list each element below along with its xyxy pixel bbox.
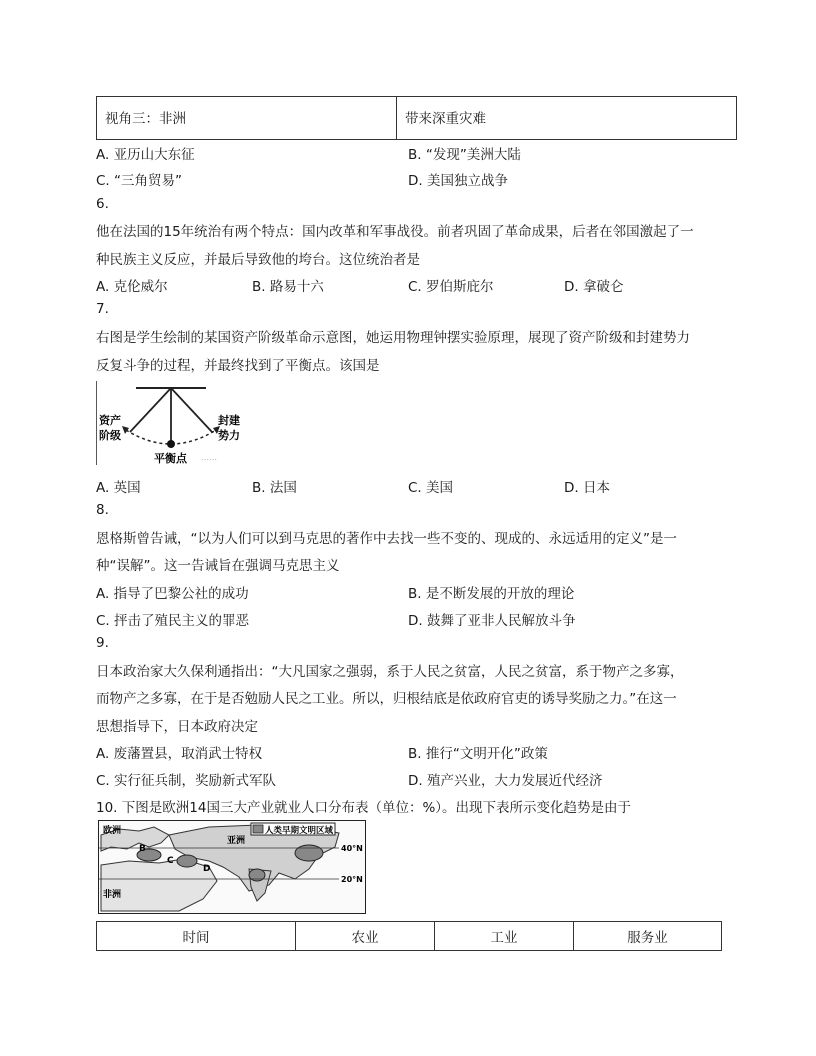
q8-option-d: D. 鼓舞了亚非人民解放斗争 (408, 613, 576, 629)
map-drawing (99, 821, 365, 913)
top-table-left-cell: 视角三：非洲 (97, 97, 397, 140)
header-cell-agriculture: 农业 (296, 922, 435, 951)
map-label-b: B (139, 844, 146, 854)
q5-option-a: A. 亚历山大东征 (96, 147, 195, 163)
q8-stem-line1: 恩格斯曾告诫，“以为人们可以到马克思的著作中去找一些不变的、现成的、永远适用的定义”是一 (96, 531, 677, 547)
map-label-africa: 非洲 (103, 890, 122, 900)
balance-point-label: 平衡点 (154, 452, 187, 465)
q9-option-c: C. 实行征兵制，奖励新式军队 (96, 773, 277, 789)
q5-option-c: C. “三角贸易” (96, 173, 182, 189)
q7-option-a: A. 英国 (96, 480, 141, 496)
map-label-c: C (167, 856, 174, 866)
q9-option-b: B. 推行“文明开化”政策 (408, 746, 548, 762)
q7-stem-line2: 反复斗争的过程，并最终找到了平衡点。该国是 (96, 358, 380, 374)
q9-option-a: A. 废藩置县，取消武士特权 (96, 746, 263, 762)
q6-option-c: C. 罗伯斯庇尔 (408, 279, 494, 295)
map-legend-label: 人类早期文明区域 (265, 826, 334, 836)
table-header-row (97, 922, 722, 951)
q5-option-d: D. 美国独立战争 (408, 173, 508, 189)
q6-stem-line1: 他在法国的15年统治有两个特点：国内改革和军事战役。前者巩固了革命成果，后者在邻国激起了一 (96, 224, 694, 240)
map-label-asia: 亚洲 (227, 836, 246, 846)
map-label-europe: 欧洲 (103, 826, 122, 836)
q7-option-d: D. 日本 (564, 480, 610, 496)
left-label-1: 资产 (99, 414, 121, 427)
top-table-right-cell: 带来深重灾难 (397, 97, 737, 140)
q7-option-c: C. 美国 (408, 480, 454, 496)
q9-stem-line1: 日本政治家大久保利通指出：“大凡国家之强弱，系于人民之贫富，人民之贫富，系于物产之多寡， (96, 664, 684, 680)
q5-option-b: B. “发现”美洲大陆 (408, 147, 521, 163)
q7-stem-line1: 右图是学生绘制的某国资产阶级革命示意图，她运用物理钟摆实验原理，展现了资产阶级和封建势力 (96, 330, 690, 346)
q8-option-a: A. 指导了巴黎公社的成功 (96, 586, 249, 602)
top-table (96, 96, 737, 140)
map-label-lat40: 40°N (341, 844, 363, 853)
employment-table (96, 921, 722, 951)
q8-option-c: C. 抨击了殖民主义的罪恶 (96, 613, 250, 629)
q8-option-b: B. 是不断发展的开放的理论 (408, 586, 575, 602)
q9-stem-line2: 而物产之多寡，在于是否勉励人民之工业。所以，归根结底是依政府官吏的诱导奖励之力。”在这一 (96, 691, 677, 707)
right-label-2: 势力 (218, 429, 240, 442)
header-cell-time: 时间 (97, 922, 296, 951)
left-label-2: 阶级 (99, 429, 121, 442)
faint-scan-mark: ⋯⋯ (201, 455, 217, 464)
pendulum-figure (96, 380, 246, 465)
q6-option-d: D. 拿破仑 (564, 279, 624, 295)
q8-number: 8. (96, 502, 109, 518)
map-label-lat20: 20°N (341, 875, 363, 884)
header-cell-industry: 工业 (435, 922, 574, 951)
q6-option-a: A. 克伦威尔 (96, 279, 168, 295)
pendulum-diagram (96, 380, 246, 465)
q8-stem-line2: 种“误解”。这一告诫旨在强调马克思主义 (96, 558, 340, 574)
q7-number: 7. (96, 301, 109, 317)
q9-option-d: D. 殖产兴业，大力发展近代经济 (408, 773, 603, 789)
q6-stem-line2: 种民族主义反应，并最后导致他的垮台。这位统治者是 (96, 252, 420, 268)
q9-stem-line3: 思想指导下，日本政府决定 (96, 719, 258, 735)
q7-option-b: B. 法国 (252, 480, 297, 496)
q6-number: 6. (96, 196, 109, 212)
q9-number: 9. (96, 635, 109, 651)
civilization-map (98, 820, 366, 914)
q10-stem-line1: 10. 下图是欧洲14国三大产业就业人口分布表（单位：%）。出现下表所示变化趋势是由于 (96, 800, 632, 816)
right-label-1: 封建 (218, 414, 240, 427)
header-cell-services: 服务业 (574, 922, 722, 951)
map-label-d: D (203, 864, 211, 874)
q6-option-b: B. 路易十六 (252, 279, 324, 295)
